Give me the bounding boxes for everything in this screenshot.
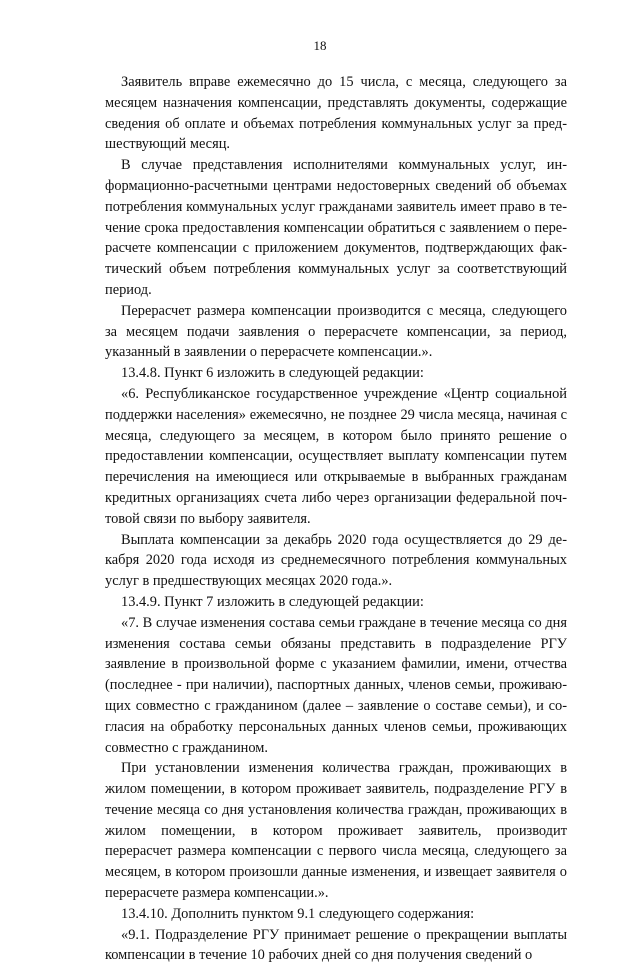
paragraph: 13.4.9. Пункт 7 изложить в следующей редакции: [121, 593, 424, 610]
page-number: 18 [313, 38, 327, 53]
paragraph: В случае представления исполнителями коммунальных услуг, информационно-расчетными центрами недостоверных сведений об объемах потребления коммунальных услуг гражданами заявитель имеет право в течение срока предоставления компенсации обратиться с заявлением о перерасчете компенсации с приложением документов, подтверждающих фактический объем потребления коммунальных услуг за соответствующий период. [105, 157, 567, 298]
paragraph: Выплата компенсации за декабрь 2020 года осуществляется до 29 декабря 2020 года исходя из среднемесячного потребления коммунальных услуг в предшествующих месяцах 2020 года.». [105, 531, 567, 590]
paragraph: «7. В случае изменения состава семьи граждане в течение месяца со дня изменения состава семьи обязаны представить в подразделение РГУ заявление в произвольной форме с указанием фамилии, имени, отчества (последнее - при наличии), паспортных данных, членов семьи, проживающих совместно с гражданином (далее – заявление о составе семьи), и согласия на обработку персональных данных членов семьи, проживающих совместно с гражданином. [105, 614, 567, 756]
paragraph: 13.4.10. Дополнить пунктом 9.1 следующего содержания: [121, 905, 475, 922]
paragraph: Заявитель вправе ежемесячно до 15 числа, с месяца, следующего за месяцем назначения компенсации, представлять документы, содержащие сведения об оплате и объемах потребления коммунальных услуг за предшествующий месяц. [105, 74, 567, 153]
paragraph: При установлении изменения количества граждан, проживающих в жилом помещении, в котором проживает заявитель, подразделение РГУ в течение месяца со дня установления количества граждан, проживающих в жилом помещении, в котором проживает заявитель, производит перерасчет размера компенсации с первого числа месяца, следующего за месяцем, в котором произошли данные изменения, и извещает заявителя о перерасчете размера компенсации.». [105, 760, 567, 902]
paragraph: 13.4.8. Пункт 6 изложить в следующей редакции: [121, 365, 424, 382]
body-text [105, 72, 567, 966]
paragraph: «6. Республиканское государственное учреждение «Центр социальной поддержки населения» ежемесячно, не позднее 29 числа месяца, начиная с месяца, следующего за месяцем, в котором было принято решение о предоставлении компенсации, осуществляет выплату компенсации путем перечисления на имеющиеся или открываемые в выбранных гражданам кредитных организациях счета либо через организации федеральной почтовой связи по выбору заявителя. [105, 385, 567, 527]
paragraph: «9.1. Подразделение РГУ принимает решение о прекращении выплаты компенсации в течение 10 рабочих дней со дня получения сведений о [105, 926, 567, 964]
paragraph: Перерасчет размера компенсации производится с месяца, следующего за месяцем подачи заявления о перерасчете компенсации, за период, указанный в заявлении о перерасчете компенсации.». [105, 302, 567, 361]
